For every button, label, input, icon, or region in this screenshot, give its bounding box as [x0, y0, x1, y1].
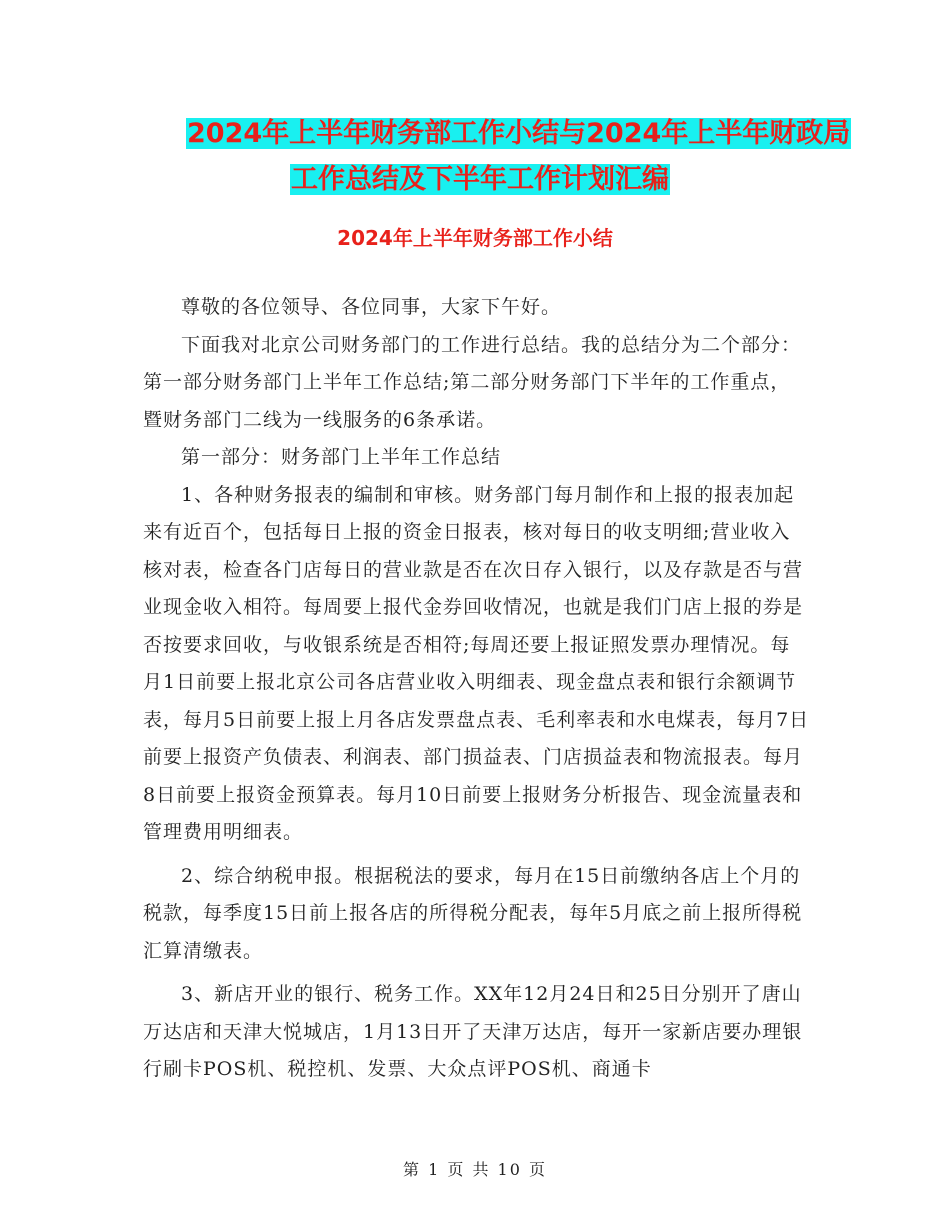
section-heading: 2024年上半年财务部工作小结	[337, 226, 613, 250]
page-footer: 第 1 页 共 10 页	[403, 1160, 547, 1179]
document-body	[143, 289, 810, 1089]
paragraph-part-one-heading: 第一部分：财务部门上半年工作总结	[181, 446, 502, 468]
paragraph-item-2: 2、综合纳税申报。根据税法的要求，每月在15日前缴纳各店上个月的税款，每季度15日前上报各店的所得税分配表，每年5月底之前上报所得税汇算清缴表。	[143, 864, 803, 962]
title-line-2: 工作总结及下半年工作计划汇编	[291, 164, 669, 195]
title-line-1: 2024年上半年财务部工作小结与2024年上半年财政局	[187, 118, 851, 149]
paragraph-greeting: 尊敬的各位领导、各位同事，大家下午好。	[181, 296, 562, 318]
document-title	[150, 111, 850, 203]
paragraph-intro: 下面我对北京公司财务部门的工作进行总结。我的总结分为二个部分：第一部分财务部门上半年工作总结;第二部分财务部门下半年的工作重点，暨财务部门二线为一线服务的6条承诺。	[143, 333, 802, 431]
paragraph-item-3: 3、新店开业的银行、税务工作。XX年12月24日和25日分别开了唐山万达店和天津大悦城店，1月13日开了天津万达店，每开一家新店要办理银行刷卡POS机、税控机、发票、大众点评POS机、商通卡	[143, 983, 803, 1080]
paragraph-item-1: 1、各种财务报表的编制和审核。财务部门每月制作和上报的报表加起来有近百个，包括每日上报的资金日报表，核对每日的收支明细;营业收入核对表，检查各门店每日的营业款是否在次日存入银行，以及存款是否与营业现金收入相符。每周要上报代金券回收情况，也就是我们门店上报的券是否按要求回收，与收银系统是否相符;每周还要上报证照发票办理情况。每月1日前要上报北京公司各店营业收入明细表、现金盘点表和银行余额调节表，每月5日前要上报上月各店发票盘点表、毛利率表和水电煤表，每月7日前要上报资产负债表、利润表、部门损益表、门店损益表和物流报表。每月8日前要上报资金预算表。每月10日前要上报财务分析报告、现金流量表和管理费用明细表。	[143, 483, 810, 843]
